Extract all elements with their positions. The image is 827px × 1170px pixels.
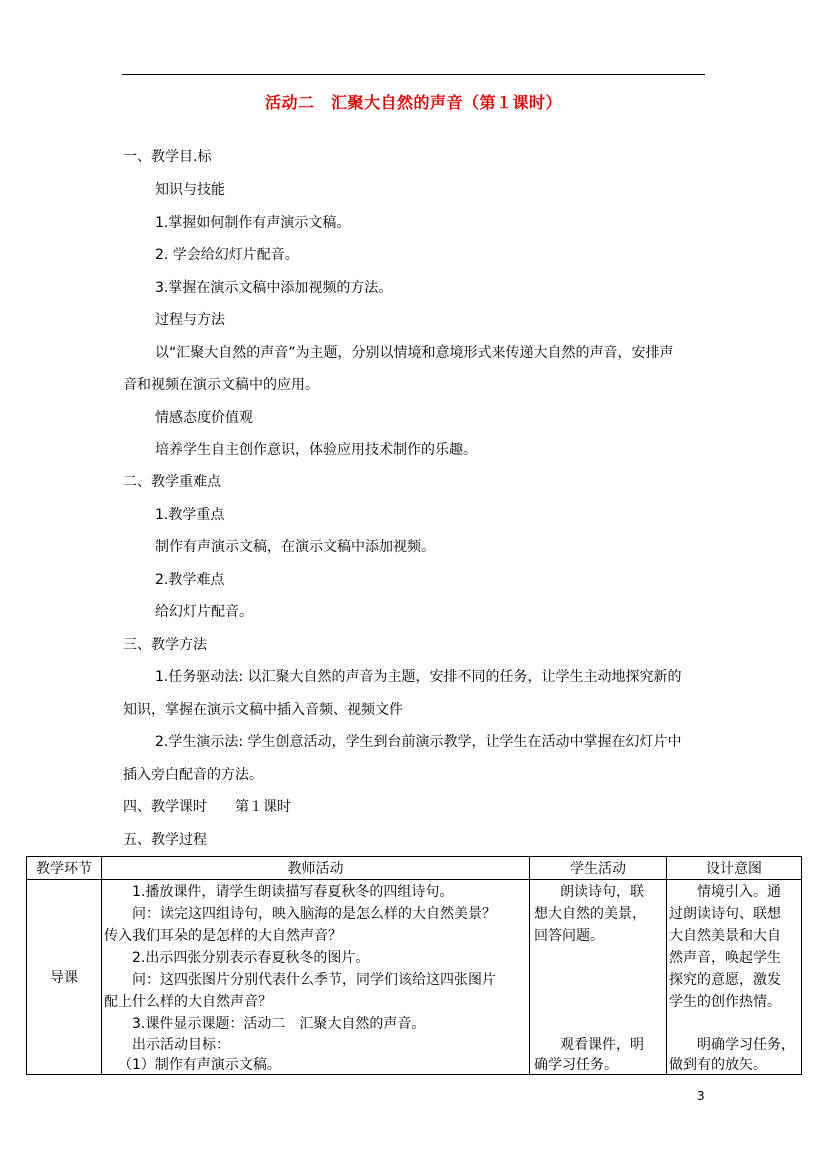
design-line: 情境引入。通	[697, 884, 781, 900]
teacher-line: 出示活动目标：	[132, 1037, 230, 1053]
header-design: 设计意图	[667, 857, 802, 880]
keypoint-text: 制作有声演示文稿，在演示文稿中添加视频。	[155, 539, 435, 555]
design-line: 过朗读诗句、联想	[669, 906, 781, 922]
objective-item-1: 1.掌握如何制作有声演示文稿。	[155, 215, 351, 231]
student-line: 想大自然的美景，	[534, 906, 646, 922]
stage-label: 导课	[50, 970, 78, 986]
teacher-line: 问：读完这四组诗句，映入脑海的是怎么样的大自然美景？	[132, 906, 496, 922]
document-title: 活动二 汇聚大自然的声音（第１课时）	[264, 93, 562, 112]
method-1-line-2: 知识，掌握在演示文稿中插入音频、视频文件	[123, 702, 403, 718]
section-heading-hours: 四、教学课时 第１课时	[123, 799, 291, 815]
section-heading-process: 五、教学过程	[123, 832, 207, 848]
header-student: 学生活动	[530, 857, 667, 880]
student-line: 观看课件，明	[560, 1037, 644, 1053]
difficulty-heading: 2.教学难点	[155, 572, 225, 588]
header-rule	[122, 74, 705, 75]
objective-item-2: 2. 学会给幻灯片配音。	[155, 247, 299, 263]
teaching-process-table	[26, 856, 802, 1075]
header-stage: 教学环节	[27, 857, 102, 880]
teacher-line: （1）制作有声演示文稿。	[118, 1057, 281, 1073]
subheading-process: 过程与方法	[155, 312, 225, 328]
design-cell	[667, 880, 802, 1075]
page-number: 3	[697, 1089, 705, 1103]
difficulty-text: 给幻灯片配音。	[155, 604, 253, 620]
design-line: 做到有的放矢。	[669, 1057, 767, 1073]
teacher-line: 配上什么样的大自然声音？	[104, 994, 272, 1010]
teacher-line: 1.播放课件，请学生朗读描写春夏秋冬的四组诗句。	[132, 884, 454, 900]
process-paragraph-line-1: 以“汇聚大自然的声音”为主题，分别以情境和意境形式来传递大自然的声音，安排声	[155, 345, 674, 361]
design-line: 学生的创作热情。	[669, 994, 781, 1010]
design-line: 探究的意愿，激发	[669, 972, 781, 988]
method-2-line-2: 插入旁白配音的方法。	[123, 767, 263, 783]
student-line: 朗读诗句，联	[560, 884, 644, 900]
subheading-attitude: 情感态度价值观	[155, 410, 253, 426]
teacher-line: 3.课件显示课题：活动二 汇聚大自然的声音。	[132, 1016, 426, 1032]
method-1-line-1: 1.任务驱动法: 以汇聚大自然的声音为主题，安排不同的任务，让学生主动地探究新的	[155, 669, 682, 685]
student-line: 确学习任务。	[534, 1057, 618, 1073]
keypoint-heading: 1.教学重点	[155, 507, 225, 523]
objective-item-3: 3.掌握在演示文稿中添加视频的方法。	[155, 280, 393, 296]
teacher-line: 传入我们耳朵的是怎样的大自然声音？	[104, 928, 342, 944]
stage-cell	[27, 880, 102, 1075]
table-row	[27, 880, 802, 1075]
table-header-row	[27, 857, 802, 880]
design-line: 然声音，唤起学生	[669, 950, 781, 966]
design-line: 大自然美景和大自	[669, 928, 781, 944]
section-heading-objectives: 一、教学目.标	[123, 149, 212, 165]
teacher-cell	[102, 880, 530, 1075]
student-line: 回答问题。	[534, 928, 604, 944]
teacher-line: 问：这四张图片分别代表什么季节，同学们该给这四张图片	[132, 972, 496, 988]
header-teacher: 教师活动	[102, 857, 530, 880]
section-heading-keypoints: 二、教学重难点	[123, 474, 221, 490]
method-2-line-1: 2.学生演示法: 学生创意活动，学生到台前演示教学，让学生在活动中掌握在幻灯片中	[155, 734, 682, 750]
section-heading-methods: 三、教学方法	[123, 637, 207, 653]
design-line: 明确学习任务，	[697, 1037, 795, 1053]
student-cell	[530, 880, 667, 1075]
attitude-paragraph: 培养学生自主创作意识，体验应用技术制作的乐趣。	[155, 442, 477, 458]
subheading-knowledge: 知识与技能	[155, 182, 225, 198]
teacher-line: 2.出示四张分别表示春夏秋冬的图片。	[132, 950, 370, 966]
process-paragraph-line-2: 音和视频在演示文稿中的应用。	[123, 377, 319, 393]
